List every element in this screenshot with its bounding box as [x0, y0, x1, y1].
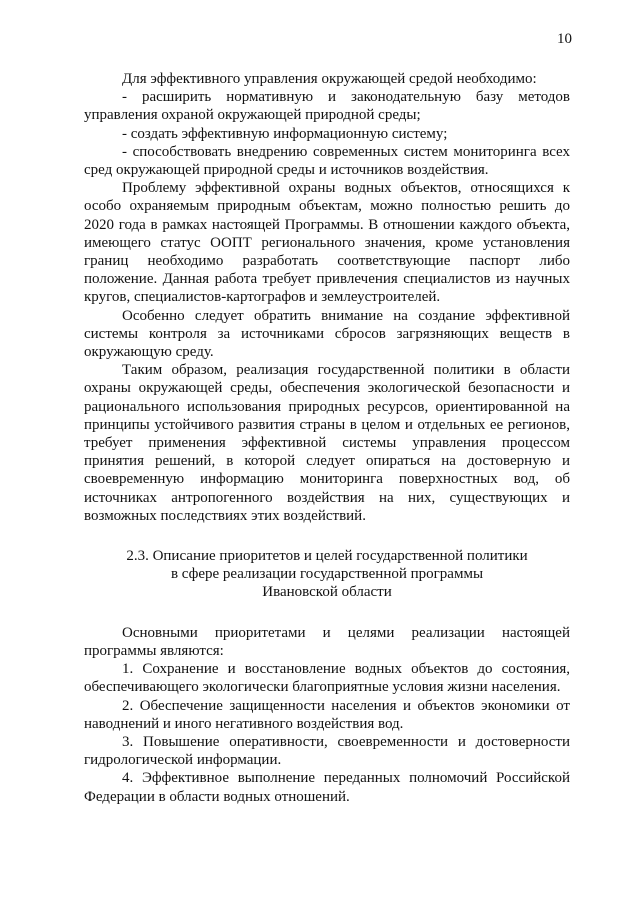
paragraph-intro: Для эффективного управления окружающей средой необходимо: [122, 71, 537, 87]
section-heading-line: в сфере реализации государственной программы [170, 566, 484, 583]
list-item-info-system: - создать эффективную информационную систему; [122, 125, 448, 142]
list-item-normative-base: - расширить нормативную и законодательную базу методов управления охраной окружающей природной среды; [84, 89, 570, 124]
priority-item-4: 4. Эффективное выполнение переданных полномочий Российской Федерации в области водных отношений. [84, 770, 570, 805]
priority-item-3: 3. Повышение оперативности, своевременности и достоверности гидрологической информации. [84, 733, 570, 769]
paragraph-water-protection: Проблему эффективной охраны водных объектов, относящихся к особо охраняемым природным объектам, можно полностью решить до 2020 года в рамках настоящей Программы. В отношении каждого объекта, имеющего статус ООПТ регионального значения, кроме установления границ необходимо разработать соответствующие паспорт либо положение. Данная работа требует привлечения специалистов из научных кругов, специалистов-картографов и землеустроителей. [84, 180, 570, 306]
section-heading [84, 547, 570, 602]
paragraph-state-policy: Таким образом, реализация государственной политики в области охраны окружающей среды, обеспечения экологической безопасности и рационального использования природных ресурсов, ориентированной на принципы устойчивого развития страны в целом и отдельных ее регионов, требует применения эффективной системы управления процессом принятия решений, в которой следует опираться на достоверную и своевременную информацию мониторинга поверхностных вод, об источниках антропогенного воздействия на них, существующих и возможных последствиях этих воздействий. [84, 362, 570, 524]
page-number: 10 [557, 31, 572, 47]
section-heading-line: 2.3. Описание приоритетов и целей государственной политики [126, 548, 528, 565]
section-heading-line: Ивановской области [262, 584, 392, 601]
priority-item-2: 2. Обеспечение защищенности населения и объектов экономики от наводнений и иного негативного воздействия вод. [84, 697, 570, 732]
paragraph-priorities: Основными приоритетами и целями реализации настоящей программы являются: [84, 624, 570, 659]
paragraph-control-system: Особенно следует обратить внимание на создание эффективной системы контроля за источниками сбросов загрязняющих веществ в окружающую среду. [84, 307, 570, 361]
list-item-monitoring: - способствовать внедрению современных систем мониторинга всех сред окружающей природной среды и источников воздействия. [84, 143, 570, 179]
priority-item-1: 1. Сохранение и восстановление водных объектов до состояния, обеспечивающего экологически благоприятные условия жизни населения. [84, 661, 570, 696]
document-body [84, 70, 570, 806]
